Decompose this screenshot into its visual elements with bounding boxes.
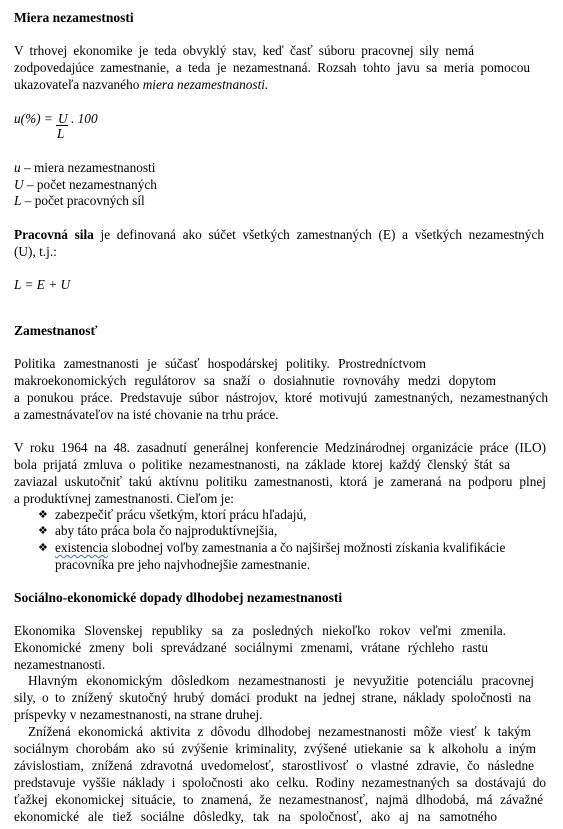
labor-definition: [14, 226, 544, 243]
heading-miera-nezamestnosti: Miera nezamestnosti: [14, 10, 134, 25]
paragraph-line: sociálnym chorobám ako sú zvýšenie kriminality, zvýšené utiekanie sa k alkoholu a iným: [14, 741, 536, 756]
paragraph-line: ekonomické ale tiež sociálne dôsledky, tak na spoločnosť, ako aj na samotného: [14, 809, 497, 824]
bullet-continuation: pracovníka pre jeho najvhodnejšie zamestnanie.: [55, 557, 311, 572]
paragraph-text: ukazovateľa nazvaného: [14, 77, 140, 92]
legend-item: [14, 176, 157, 193]
legend-text: – miera nezamestnanosti: [20, 160, 156, 175]
bullet-text: zabezpečiť prácu všetkým, ktorí prácu hľadajú,: [55, 507, 307, 522]
paragraph-line: a produktívnej zamestnanosti. Cieľom je:: [14, 491, 234, 506]
paragraph-line: Hlavným ekonomickým dôsledkom nezamestnanosti je nevyužitie potenciálu pracovnej: [28, 673, 534, 688]
paragraph-line: makroekonomických regulátorov sa snaží o dosiahnutie rovnováhy medzi dopytom: [14, 373, 496, 388]
paragraph-line: V trhovej ekonomike je teda obvyklý stav, keď časť súboru pracovnej sily nemá: [14, 43, 474, 58]
bullet-diamond-icon: ❖: [38, 541, 48, 554]
formula-tail: . 100: [71, 111, 98, 126]
formula-lhs: u(%) =: [14, 111, 53, 126]
paragraph-line: [14, 76, 268, 93]
bullet-text-rest: slobodnej voľby zamestnania a čo najširšej možnosti získania kvalifikácie: [111, 540, 506, 555]
paragraph-line: závislostiam, znížená zdravotná uvedomelosť, starostlivosť o vlastné zdravie, čo následne: [14, 758, 534, 773]
legend-symbol: u: [14, 160, 21, 175]
paragraph-line: bola prijatá zmluva o politike nezamestnanosti, na základe ktorej každý členský štát sa: [14, 457, 510, 472]
bullet-diamond-icon: ❖: [38, 524, 48, 537]
paragraph-line: a zamestnávateľov na isté chovanie na trhu práce.: [14, 407, 279, 422]
legend-item: [14, 159, 155, 176]
paragraph-line: Znížená ekonomická aktivita z dôvodu dlhodobej nezamestnanosti môže viesť k takým: [28, 724, 531, 739]
paragraph-line: zodpovedajúce zamestnanie, a teda je nezamestnaná. Rozsah tohto javu sa meria pomocou: [14, 60, 530, 75]
paragraph-line: nezamestnanosti.: [14, 657, 106, 672]
term-bold: Pracovná sila: [14, 227, 94, 242]
legend-item: [14, 192, 145, 209]
legend-symbol: U: [14, 177, 24, 192]
bullet-text: [55, 539, 505, 556]
paragraph-line: zaviazal uskutočniť takú aktívnu politiku zamestnanosti, ktorá je zameraná na podporu plnej: [14, 474, 546, 489]
paragraph-line: príspevky v nezamestnanosti, na strane druhej.: [14, 707, 263, 722]
legend-text: – počet pracovných síl: [21, 193, 145, 208]
paragraph-line: predstavuje vyššie náklady i spoločnosti ako celku. Rodiny nezamestnaných sa dostávajú do: [14, 775, 546, 790]
legend-text: – počet nezamestnaných: [23, 177, 157, 192]
paragraph-line: Ekonomika Slovenskej republiky sa za posledných niekoľko rokov veľmi zmenila.: [14, 623, 506, 638]
bullet-text: aby táto práca bola čo najproduktívnejšia,: [55, 523, 278, 538]
paragraph-line: sily, o to znížený skutočný hrubý domáci produkt na jednej strane, náklady spoločnosti na: [14, 690, 531, 705]
paragraph-line: Ekonomické zmeny boli sprevádzané sociálnymi zmenami, vrátane rýchleho rastu: [14, 640, 488, 655]
paragraph-line: ťažkej ekonomickej situácie, to znamená, že nezamestnanosť, najmä dlhodobá, má závažné: [14, 792, 543, 807]
paragraph-line: V roku 1964 na 48. zasadnutí generálnej konferencie Medzinárodnej organizácie práce (ILO): [14, 440, 546, 455]
formula-numerator: U: [58, 111, 68, 126]
term-italic: miera nezamestnanosti.: [142, 77, 269, 92]
formula-denominator: L: [57, 126, 65, 141]
heading-zamestnanost: Zamestnanosť: [14, 323, 98, 338]
legend-symbol: L: [14, 193, 22, 208]
paragraph-text: je definovaná ako súčet všetkých zamestnaných (E) a všetkých nezamestných: [93, 227, 544, 242]
paragraph-line: a ponukou práce. Predstavuje súbor nástrojov, ktoré motivujú zamestnaných, nezamestnaných: [14, 390, 548, 405]
paragraph-line: (U), t.j.:: [14, 244, 57, 259]
heading-socialno-ekonomicke-dopady: Sociálno-ekonomické dopady dlhodobej nezamestnanosti: [14, 590, 343, 605]
spellcheck-word: existencia: [55, 540, 109, 555]
equation: L = E + U: [14, 277, 71, 292]
paragraph-line: Politika zamestnanosti je súčasť hospodárskej politiky. Prostredníctvom: [14, 356, 426, 371]
bullet-diamond-icon: ❖: [38, 508, 48, 521]
